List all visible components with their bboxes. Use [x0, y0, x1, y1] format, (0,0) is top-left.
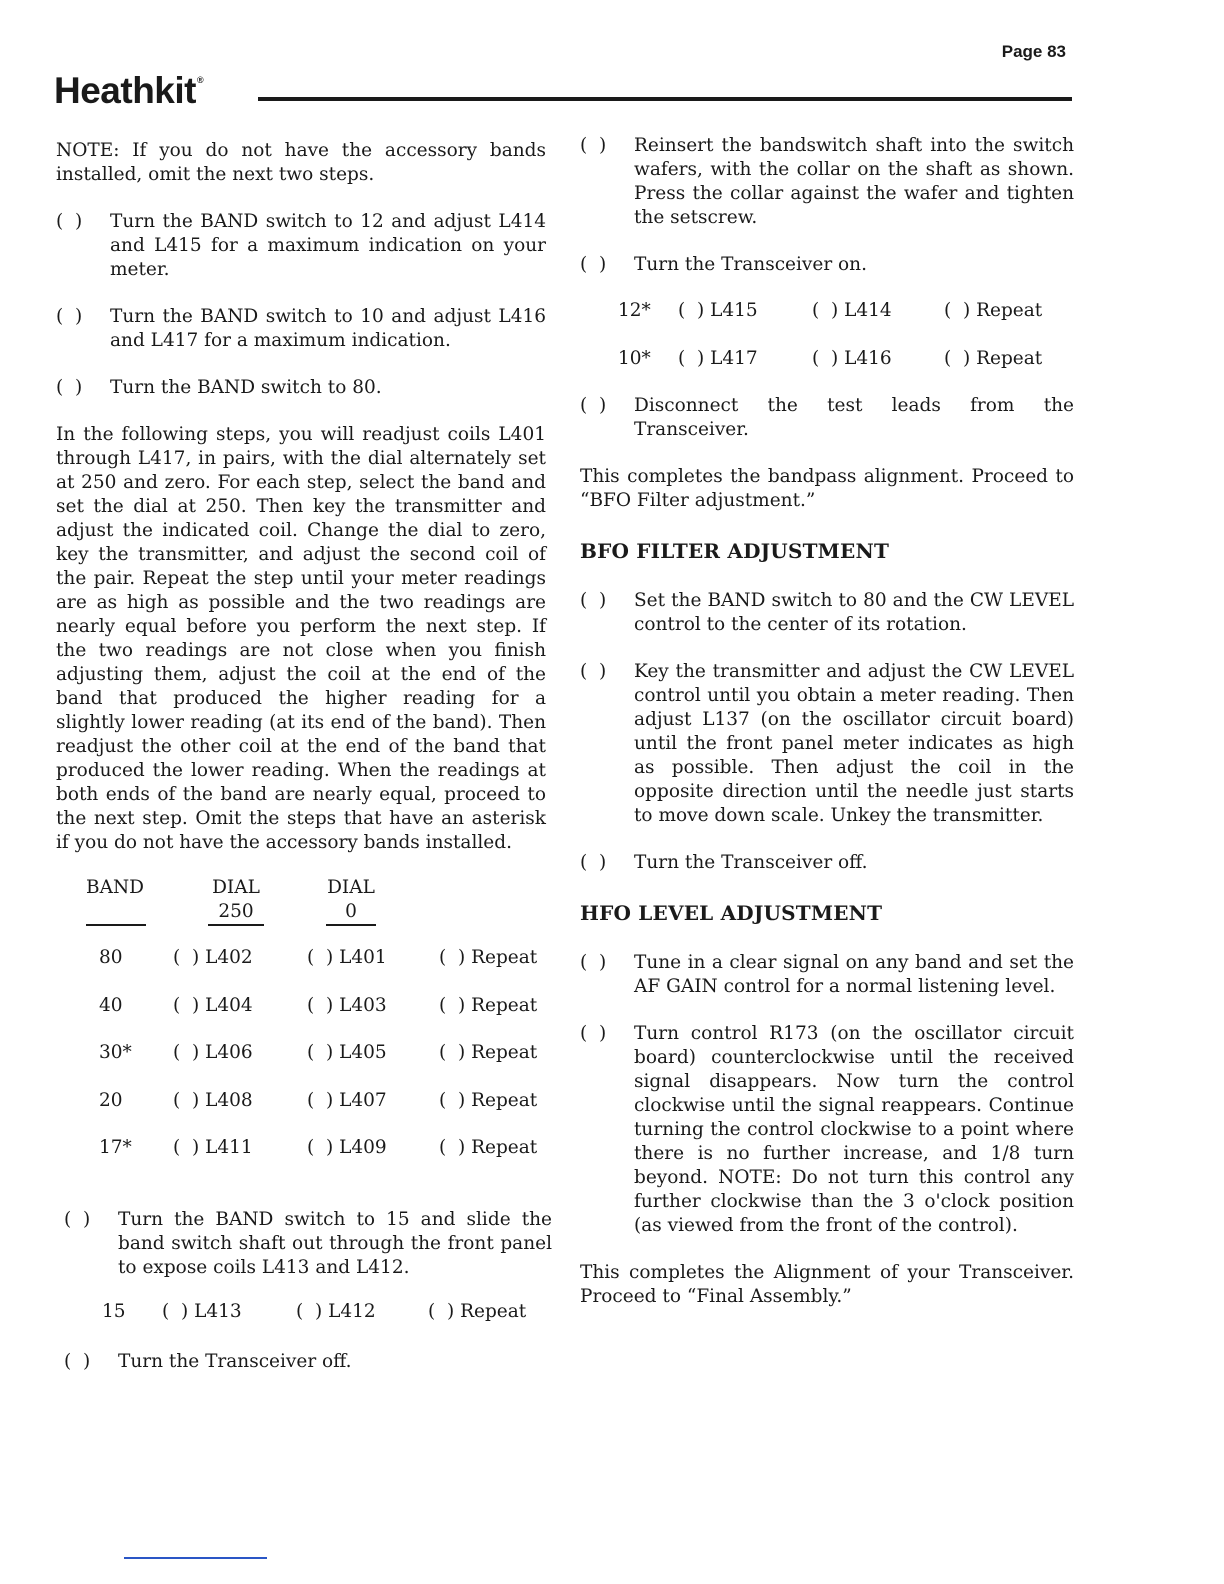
step-text: Reinsert the bandswitch shaft into the switch wafers, with the collar on the shaft as shown. Press the collar against the wafer and tighten the setscrew. — [634, 135, 1074, 228]
step-reinsert-shaft — [580, 134, 1074, 230]
table-row: 10* ( ) L417 ( ) L416 ( ) Repeat — [618, 347, 1043, 369]
step-text: Turn the Transceiver on. — [634, 254, 867, 275]
table-row: 15 ( ) L413 ( ) L412 ( ) Repeat — [102, 1301, 527, 1322]
bandpass-complete-text: This completes the bandpass alignment. Proceed to “BFO Filter adjustment.” — [580, 466, 1074, 511]
step-bfo-off — [580, 851, 1074, 875]
table-row: 20 ( ) L408 ( ) L407 ( ) Repeat — [99, 1089, 538, 1111]
step-text: Turn the BAND switch to 10 and adjust L416 and L417 for a maximum indication. — [110, 306, 546, 351]
bfo-heading: BFO FILTER ADJUSTMENT — [580, 539, 890, 563]
checkbox[interactable]: ( ) — [56, 306, 83, 327]
table-row: 80 ( ) L402 ( ) L401 ( ) Repeat — [99, 947, 538, 968]
checkbox[interactable]: ( ) — [56, 377, 83, 398]
table-header — [86, 876, 556, 926]
brand-name: Heathkit — [54, 70, 196, 111]
registered-mark: ® — [196, 75, 204, 85]
coil-table — [86, 876, 556, 1184]
checkbox[interactable]: ( ) — [580, 254, 607, 275]
checkbox[interactable]: ( ) — [580, 661, 607, 682]
note-text: NOTE: If you do not have the accessory bands installed, omit the next two steps. — [56, 140, 546, 185]
alignment-complete-text: This completes the Alignment of your Transceiver. Proceed to “Final Assembly.” — [580, 1262, 1074, 1307]
checkbox[interactable]: ( ) — [580, 852, 607, 873]
step-text: Turn the Transceiver off. — [118, 1350, 352, 1372]
left-lower — [64, 1208, 552, 1374]
checkbox[interactable]: ( ) — [580, 135, 607, 156]
checkbox[interactable]: ( ) — [64, 1350, 91, 1372]
header-rule — [258, 97, 1072, 101]
step-band-10 — [56, 305, 546, 353]
step-text: Turn the BAND switch to 12 and adjust L414 and L415 for a maximum indication on your meter. — [110, 211, 546, 280]
footer-line — [124, 1557, 267, 1559]
step-transceiver-off — [64, 1350, 552, 1374]
checkbox[interactable]: ( ) — [56, 211, 83, 232]
right-column — [580, 134, 1074, 1309]
step-bfo-adjust — [580, 660, 1074, 828]
checkbox[interactable]: ( ) — [580, 395, 607, 416]
step-band-80 — [56, 376, 546, 400]
step-text: Set the BAND switch to 80 and the CW LEVEL control to the center of its rotation. — [634, 590, 1074, 635]
step-text: Turn the BAND switch to 80. — [110, 377, 382, 398]
page-number: Page 83 — [1001, 42, 1066, 61]
step-disconnect-leads — [580, 394, 1074, 442]
step-band-12 — [56, 210, 546, 282]
step-hfo-tune — [580, 951, 1074, 999]
checkbox[interactable]: ( ) — [580, 952, 607, 973]
table-row: 40 ( ) L404 ( ) L403 ( ) Repeat — [99, 994, 538, 1016]
table-row: 17* ( ) L411 ( ) L409 ( ) Repeat — [99, 1137, 538, 1158]
step-text: Turn the BAND switch to 15 and slide the band switch shaft out through the front panel to expose coils L413 and L412. — [118, 1209, 552, 1278]
step-band-15 — [64, 1208, 552, 1280]
hfo-heading: HFO LEVEL ADJUSTMENT — [580, 901, 883, 925]
header-dial-250: DIAL 250 — [196, 876, 276, 926]
table-row: 30* ( ) L406 ( ) L405 ( ) Repeat — [99, 1042, 538, 1063]
checkbox[interactable]: ( ) — [580, 590, 607, 611]
step-text: Turn control R173 (on the oscillator circuit board) counterclockwise until the received signal disappears. Now turn the control clockwise until the signal reappears. Continue turning the control clockwise to a point where there is no further increase, and 1/8 turn beyond. NOTE: Do not turn this control any further clockwise than the 3 o'clock position (as viewed from the front of the control). — [634, 1023, 1074, 1236]
instructions-paragraph: In the following steps, you will readjust coils L401 through L417, in pairs, with the dial alternately set at 250 and zero. For each step, select the band and set the dial at 250. Then key the transmitter and adjust the indicated coil. Change the dial to zero, key the transmitter, and adjust the second coil of the pair. Repeat the step until your meter readings are as high as possible and the two readings are nearly equal before you perform the next step. If the two readings are not close when you finish adjusting them, adjust the coil at the end of the band that produced the higher reading for a slightly lower reading (at its end of the band). Then readjust the other coil at the end of the band that produced the lower reading. When the readings at both ends of the band are nearly equal, proceed to the next step. Omit the steps that have an asterisk if you do not have the accessory bands installed. — [56, 424, 546, 853]
header-dial-0: DIAL 0 — [326, 876, 376, 926]
step-bfo-set-band — [580, 589, 1074, 637]
step-text: Key the transmitter and adjust the CW LEVEL control until you obtain a meter reading. Then adjust L137 (on the oscillator circuit board) until the front panel meter indicates as high as possible. Then adjust the coil in the opposite direction until the needle just starts to move down scale. Unkey the transmitter. — [634, 661, 1074, 826]
step-text: Tune in a clear signal on any band and set the AF GAIN control for a normal listening level. — [634, 952, 1074, 997]
header-band: BAND — [86, 876, 146, 926]
step-transceiver-on — [580, 253, 1074, 277]
brand-logo — [54, 72, 203, 109]
table-row: 12* ( ) L415 ( ) L414 ( ) Repeat — [618, 300, 1043, 321]
step-text: Disconnect the test leads from the Transceiver. — [634, 395, 1074, 440]
step-hfo-r173 — [580, 1022, 1074, 1238]
left-column — [56, 139, 546, 855]
step-text: Turn the Transceiver off. — [634, 852, 868, 873]
checkbox[interactable]: ( ) — [580, 1023, 607, 1044]
checkbox[interactable]: ( ) — [64, 1209, 91, 1230]
